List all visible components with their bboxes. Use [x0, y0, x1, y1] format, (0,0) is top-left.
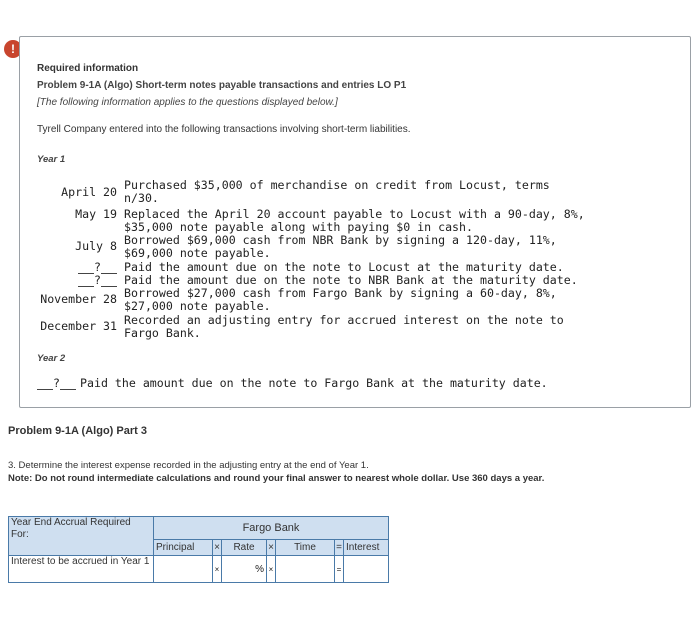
times-operator: ×: [213, 556, 222, 583]
col-rate: Rate: [222, 540, 267, 556]
info-note: [The following information applies to the questions displayed below.]: [37, 97, 338, 108]
group-header: Fargo Bank: [154, 517, 389, 540]
time-input[interactable]: [276, 556, 335, 583]
txn-line: Paid the amount due on the note to Locust at the maturity date.: [124, 260, 564, 274]
txn-date-blank[interactable]: ?: [37, 261, 117, 274]
txn-line: Purchased $35,000 of merchandise on credit from Locust, terms: [124, 178, 550, 192]
interest-input[interactable]: [344, 556, 389, 583]
required-info-panel: [19, 36, 691, 408]
intro-text: Tyrell Company entered into the following transactions involving short-term liabilities.: [37, 124, 411, 135]
times-operator: ×: [213, 540, 222, 556]
times-operator: ×: [267, 540, 276, 556]
question-note: Note: Do not round intermediate calculations and round your final answer to nearest whole dollar. Use 360 days a year.: [8, 473, 545, 484]
txn-line: $27,000 note payable.: [124, 299, 271, 313]
part3-title: Problem 9-1A (Algo) Part 3: [8, 425, 147, 437]
col-interest: Interest: [344, 540, 389, 556]
txn-line: Borrowed $27,000 cash from Fargo Bank by signing a 60-day, 8%,: [124, 286, 557, 300]
row-label: Interest to be accrued in Year 1: [9, 556, 154, 583]
year2-label: Year 2: [37, 353, 66, 364]
question-text: 3. Determine the interest expense recorded in the adjusting entry at the end of Year 1.: [8, 460, 369, 471]
times-operator: ×: [267, 556, 276, 583]
txn-line: Fargo Bank.: [124, 326, 201, 340]
txn-line: Paid the amount due on the note to NBR Bank at the maturity date.: [124, 273, 578, 287]
interest-table: [8, 516, 389, 583]
required-info-heading: Required information: [37, 63, 139, 74]
txn-line: $35,000 note payable along with paying $0 in cash.: [124, 220, 474, 234]
equals-operator: =: [335, 540, 344, 556]
txn-date: December 31: [40, 319, 117, 333]
txn-date: July 8: [75, 239, 117, 253]
txn-line: Paid the amount due on the note to Fargo Bank at the maturity date.: [80, 376, 548, 390]
year1-label: Year 1: [37, 154, 66, 165]
txn-date: November 28: [40, 292, 117, 306]
txn-line: n/30.: [124, 191, 159, 205]
txn-line: Replaced the April 20 account payable to Locust with a 90-day, 8%,: [124, 207, 585, 221]
col-time: Time: [276, 540, 335, 556]
txn-date: April 20: [61, 185, 117, 199]
alert-icon: !: [4, 40, 22, 58]
txn-date-blank[interactable]: ?: [37, 377, 76, 390]
col-principal: Principal: [154, 540, 213, 556]
principal-input[interactable]: [154, 556, 213, 583]
txn-date-blank[interactable]: ?: [37, 274, 117, 287]
equals-operator: =: [335, 556, 344, 583]
txn-line: $69,000 note payable.: [124, 246, 271, 260]
txn-date: May 19: [75, 207, 117, 221]
table-header-label: Year End Accrual Required For:: [9, 517, 154, 556]
problem-title: Problem 9-1A (Algo) Short-term notes payable transactions and entries LO P1: [37, 80, 407, 91]
txn-line: Borrowed $69,000 cash from NBR Bank by signing a 120-day, 11%,: [124, 233, 557, 247]
txn-line: Recorded an adjusting entry for accrued interest on the note to: [124, 313, 564, 327]
percent-sign: %: [255, 563, 264, 575]
rate-input[interactable]: [222, 556, 267, 583]
